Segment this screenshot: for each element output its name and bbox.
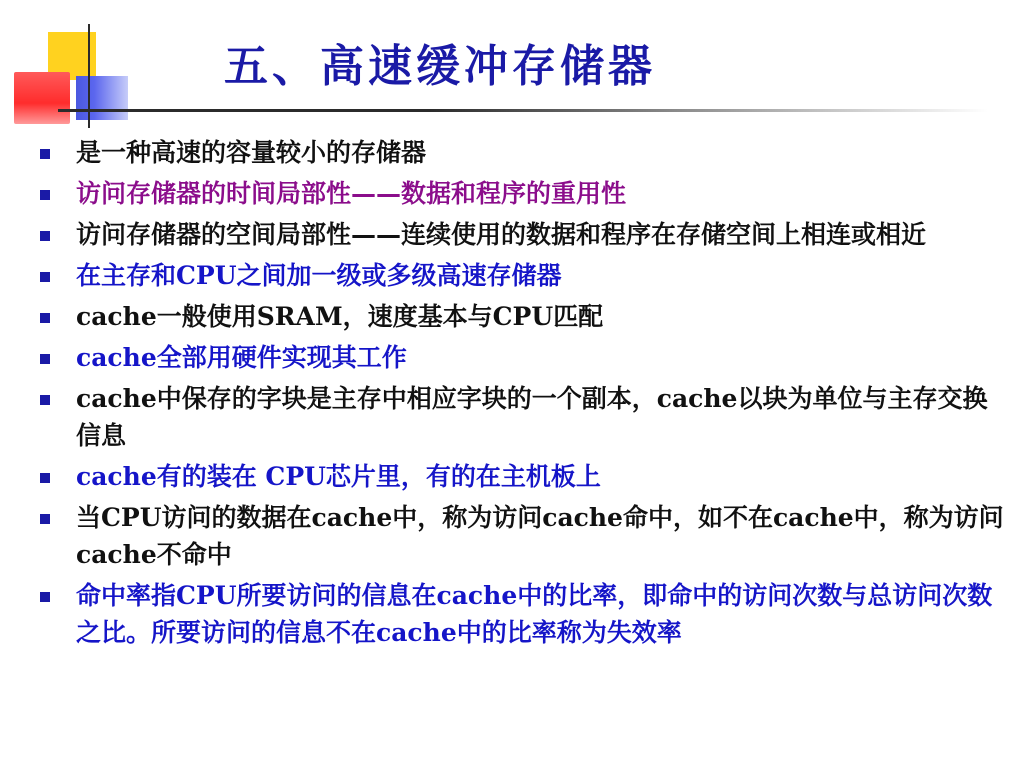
square-bullet-icon <box>40 231 50 241</box>
square-bullet-icon <box>40 592 50 602</box>
bullet-text: 访问存储器的时间局部性——数据和程序的重用性 <box>76 179 627 208</box>
bullet-item <box>34 175 1004 212</box>
decor-blue-square <box>76 76 128 120</box>
bullet-list <box>34 134 1004 655</box>
square-bullet-icon <box>40 473 50 483</box>
bullet-text: cache一般使用SRAM，速度基本与CPU匹配 <box>76 302 604 331</box>
square-bullet-icon <box>40 514 50 524</box>
square-bullet-icon <box>40 354 50 364</box>
bullet-item <box>34 458 1004 495</box>
bullet-text: cache有的装在 CPU芯片里，有的在主机板上 <box>76 462 601 491</box>
bullet-item <box>34 499 1004 573</box>
title-underline <box>58 109 988 112</box>
bullet-text: 是一种高速的容量较小的存储器 <box>76 138 427 167</box>
bullet-item <box>34 380 1004 454</box>
decor-vertical-line <box>88 24 90 128</box>
bullet-text: cache全部用硬件实现其工作 <box>76 343 407 372</box>
slide-title: 五、高速缓冲存储器 <box>224 41 656 92</box>
bullet-item <box>34 577 1004 651</box>
bullet-text: 当CPU访问的数据在cache中，称为访问cache命中，如不在cache中，称为访问cache不命中 <box>76 503 1004 569</box>
bullet-item <box>34 216 1004 253</box>
square-bullet-icon <box>40 272 50 282</box>
square-bullet-icon <box>40 313 50 323</box>
square-bullet-icon <box>40 395 50 405</box>
bullet-text: cache中保存的字块是主存中相应字块的一个副本，cache以块为单位与主存交换信息 <box>76 384 988 450</box>
bullet-item <box>34 298 1004 335</box>
decor-red-square <box>14 72 70 124</box>
square-bullet-icon <box>40 190 50 200</box>
square-bullet-icon <box>40 149 50 159</box>
bullet-item <box>34 257 1004 294</box>
bullet-item <box>34 134 1004 171</box>
bullet-text: 访问存储器的空间局部性——连续使用的数据和程序在存储空间上相连或相近 <box>76 220 927 249</box>
bullet-item <box>34 339 1004 376</box>
bullet-text: 在主存和CPU之间加一级或多级高速存储器 <box>76 261 562 290</box>
bullet-text: 命中率指CPU所要访问的信息在cache中的比率，即命中的访问次数与总访问次数之比。所要访问的信息不在cache中的比率称为失效率 <box>76 581 993 647</box>
